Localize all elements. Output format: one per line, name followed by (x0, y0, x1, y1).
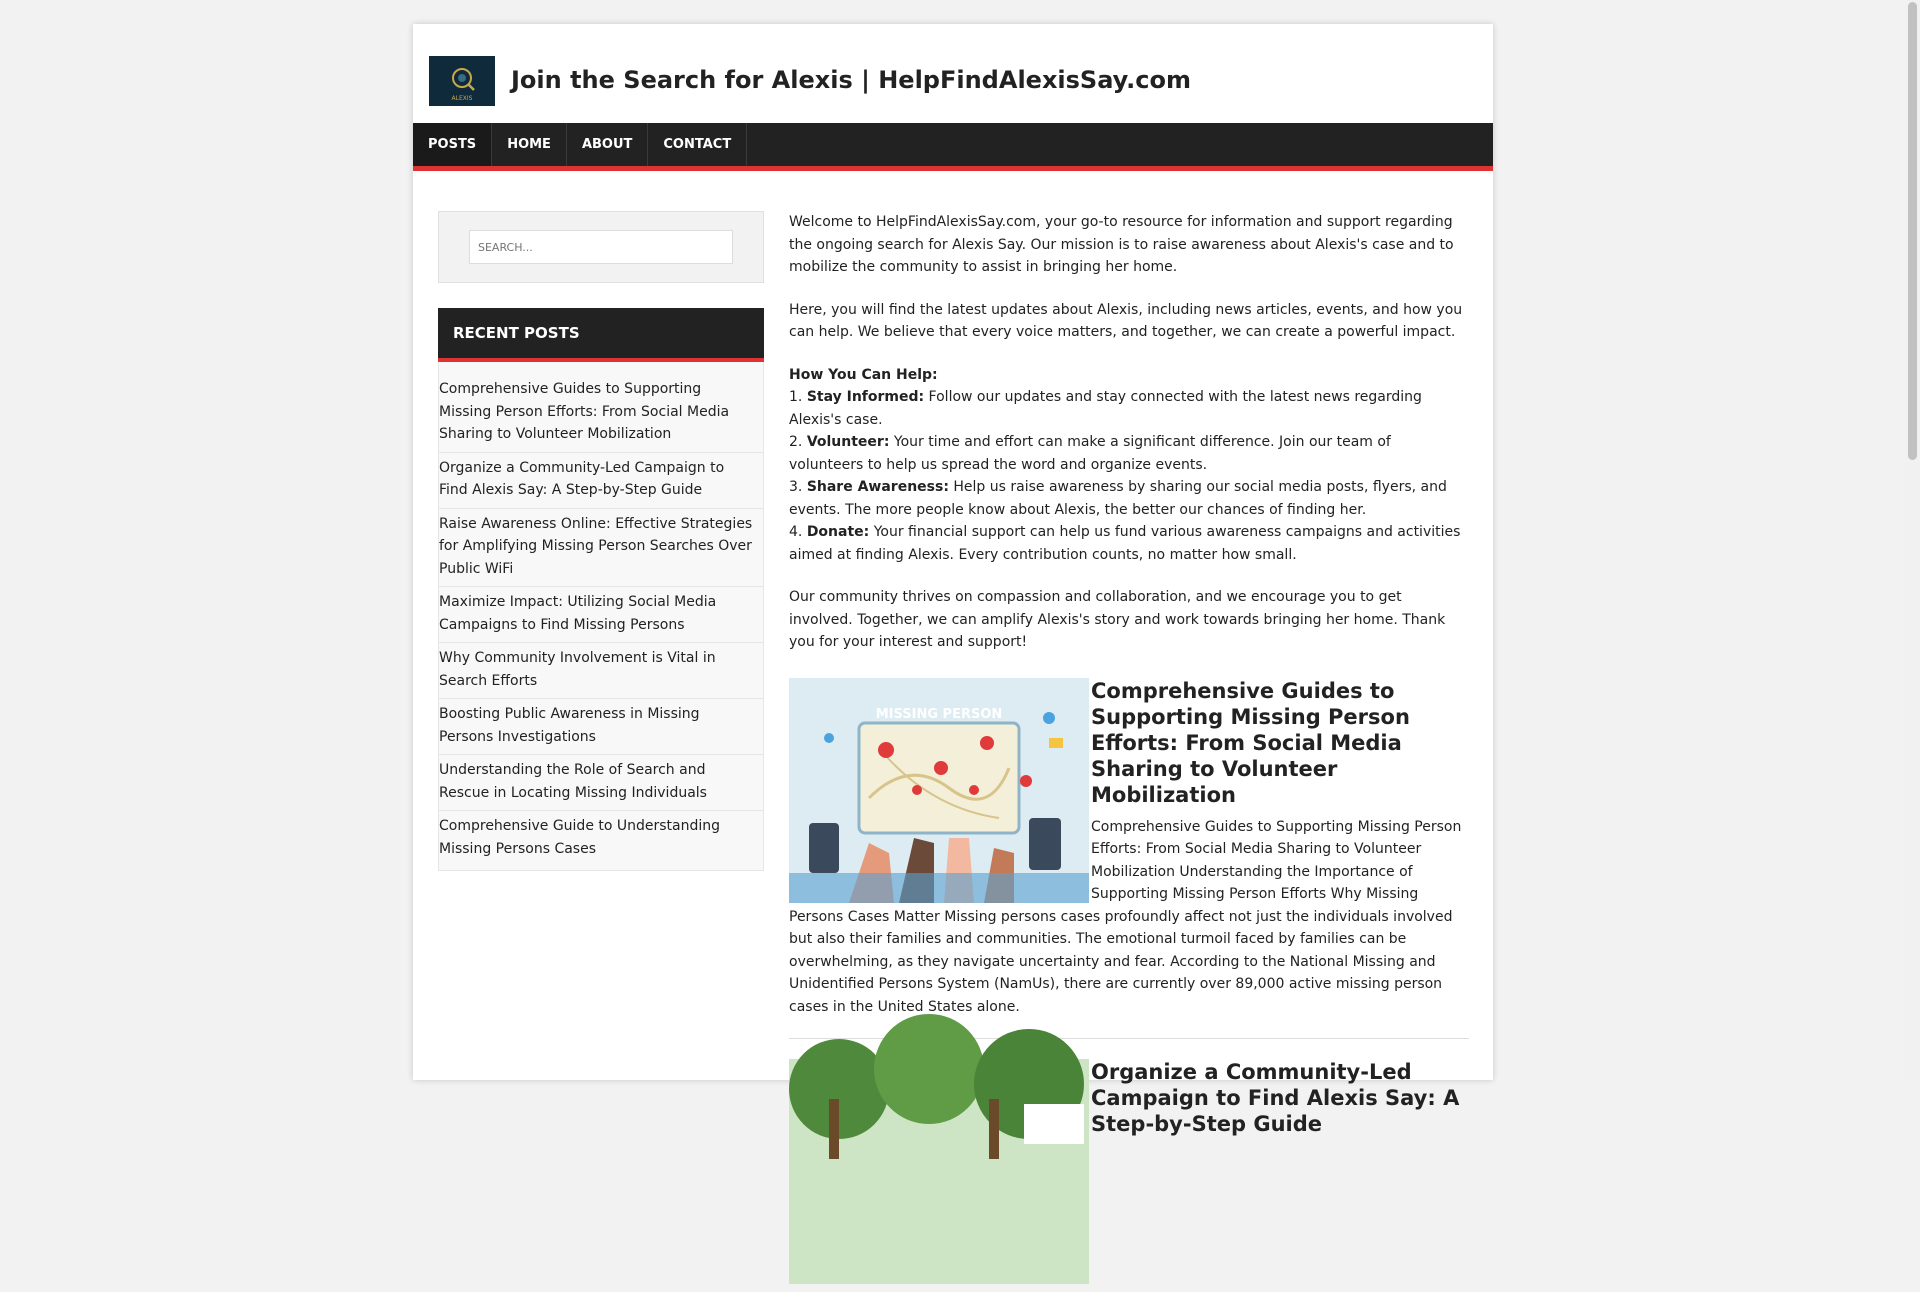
recent-post-link[interactable]: Raise Awareness Online: Effective Strategies for Amplifying Missing Person Searches Over Public WiFi (439, 509, 763, 588)
recent-posts-title: RECENT POSTS (438, 308, 764, 362)
closing-paragraph: Our community thrives on compassion and collaboration, and we encourage you to get involved. Together, we can amplify Alexis's story and work towards bringing her home. Thank you for your interest and support! (789, 589, 1446, 650)
nav-contact[interactable]: CONTACT (648, 123, 747, 166)
step-text: Help us raise awareness by sharing our social media posts, flyers, and events. The more people know about Alexis, the better our chances of finding her. (789, 479, 1447, 518)
nav-home[interactable]: HOME (492, 123, 567, 166)
scrollbar-thumb[interactable] (1908, 2, 1917, 460)
step-text: Follow our updates and stay connected with the latest news regarding Alexis's case. (789, 389, 1422, 428)
logo-text: ALEXIS (451, 95, 473, 102)
help-step (789, 431, 1469, 476)
step-label: Share Awareness: (806, 479, 949, 495)
recent-post-link[interactable]: Organize a Community-Led Campaign to Find Alexis Say: A Step-by-Step Guide (439, 453, 763, 509)
post-entry (789, 1059, 1469, 1137)
step-text: Your time and effort can make a significant difference. Join our team of volunteers to help us spread the word and organize events. (789, 434, 1391, 473)
main-content (789, 211, 1469, 1286)
step-number: 3. (789, 479, 803, 495)
how-to-help (789, 364, 1469, 567)
nav-about[interactable]: ABOUT (567, 123, 648, 166)
step-label: Volunteer: (806, 434, 890, 450)
site-title[interactable]: Join the Search for Alexis | HelpFindAlexisSay.com (511, 66, 1191, 94)
main-nav (413, 123, 1493, 171)
nav-posts[interactable]: POSTS (413, 123, 492, 166)
post-title[interactable]: Organize a Community-Led Campaign to Find Alexis Say: A Step-by-Step Guide (1091, 1060, 1460, 1136)
post-entry (789, 678, 1469, 1040)
step-number: 2. (789, 434, 803, 450)
recent-post-link[interactable]: Why Community Involvement is Vital in Search Efforts (439, 643, 763, 699)
intro-paragraph: Welcome to HelpFindAlexisSay.com, your go-to resource for information and support regarding the ongoing search for Alexis Say. Our mission is to raise awareness about Alexis's case and to mobilize the community to assist in bringing her home. (789, 214, 1454, 275)
post-title[interactable]: Comprehensive Guides to Supporting Missing Person Efforts: From Social Media Sharing to Volunteer Mobilization (1091, 678, 1410, 807)
recent-post-link[interactable]: Comprehensive Guides to Supporting Missing Person Efforts: From Social Media Sharing to Volunteer Mobilization (439, 374, 763, 453)
post-thumbnail[interactable] (789, 678, 1089, 903)
search-input[interactable] (469, 230, 733, 264)
step-label: Stay Informed: (806, 389, 925, 405)
recent-post-link[interactable]: Maximize Impact: Utilizing Social Media Campaigns to Find Missing Persons (439, 587, 763, 643)
site-header (413, 24, 1493, 123)
post-excerpt: Comprehensive Guides to Supporting Missing Person Efforts: From Social Media Sharing to Volunteer Mobilization Understanding the Importance of Supporting Missing Person Efforts Why Missing Persons Cases Matter Missing persons cases profoundly affect not just the individuals involved but also their families and communities. The emotional turmoil faced by families can be overwhelming, as they navigate uncertainty and fear. According to the National Missing and Unidentified Persons System (NamUs), there are currently over 89,000 active missing person cases in the United States alone. (789, 818, 1462, 1015)
recent-post-link[interactable]: Understanding the Role of Search and Rescue in Locating Missing Individuals (439, 755, 763, 811)
page-scrollbar[interactable] (1905, 0, 1920, 1080)
help-step (789, 476, 1469, 521)
help-step (789, 386, 1469, 431)
site-logo[interactable] (429, 56, 495, 106)
search-widget (438, 211, 764, 283)
step-text: Your financial support can help us fund various awareness campaigns and activities aimed at finding Alexis. Every contribution counts, no matter how small. (789, 524, 1461, 563)
page-container (413, 24, 1493, 1136)
recent-posts-list (438, 362, 764, 871)
help-step (789, 521, 1469, 566)
thumbnail-caption: MISSING PERSON (875, 706, 1003, 722)
recent-post-link[interactable]: Boosting Public Awareness in Missing Persons Investigations (439, 699, 763, 755)
post-thumbnail[interactable] (789, 1059, 1089, 1284)
sidebar (438, 211, 764, 871)
intro-paragraph: Here, you will find the latest updates about Alexis, including news articles, events, and how you can help. We believe that every voice matters, and together, we can create a powerful impact. (789, 301, 1463, 340)
step-number: 1. (789, 389, 803, 405)
step-number: 4. (789, 524, 803, 540)
recent-post-link[interactable]: Comprehensive Guide to Understanding Missing Persons Cases (439, 818, 721, 857)
step-label: Donate: (806, 524, 870, 540)
how-to-help-heading: How You Can Help: (789, 366, 938, 383)
